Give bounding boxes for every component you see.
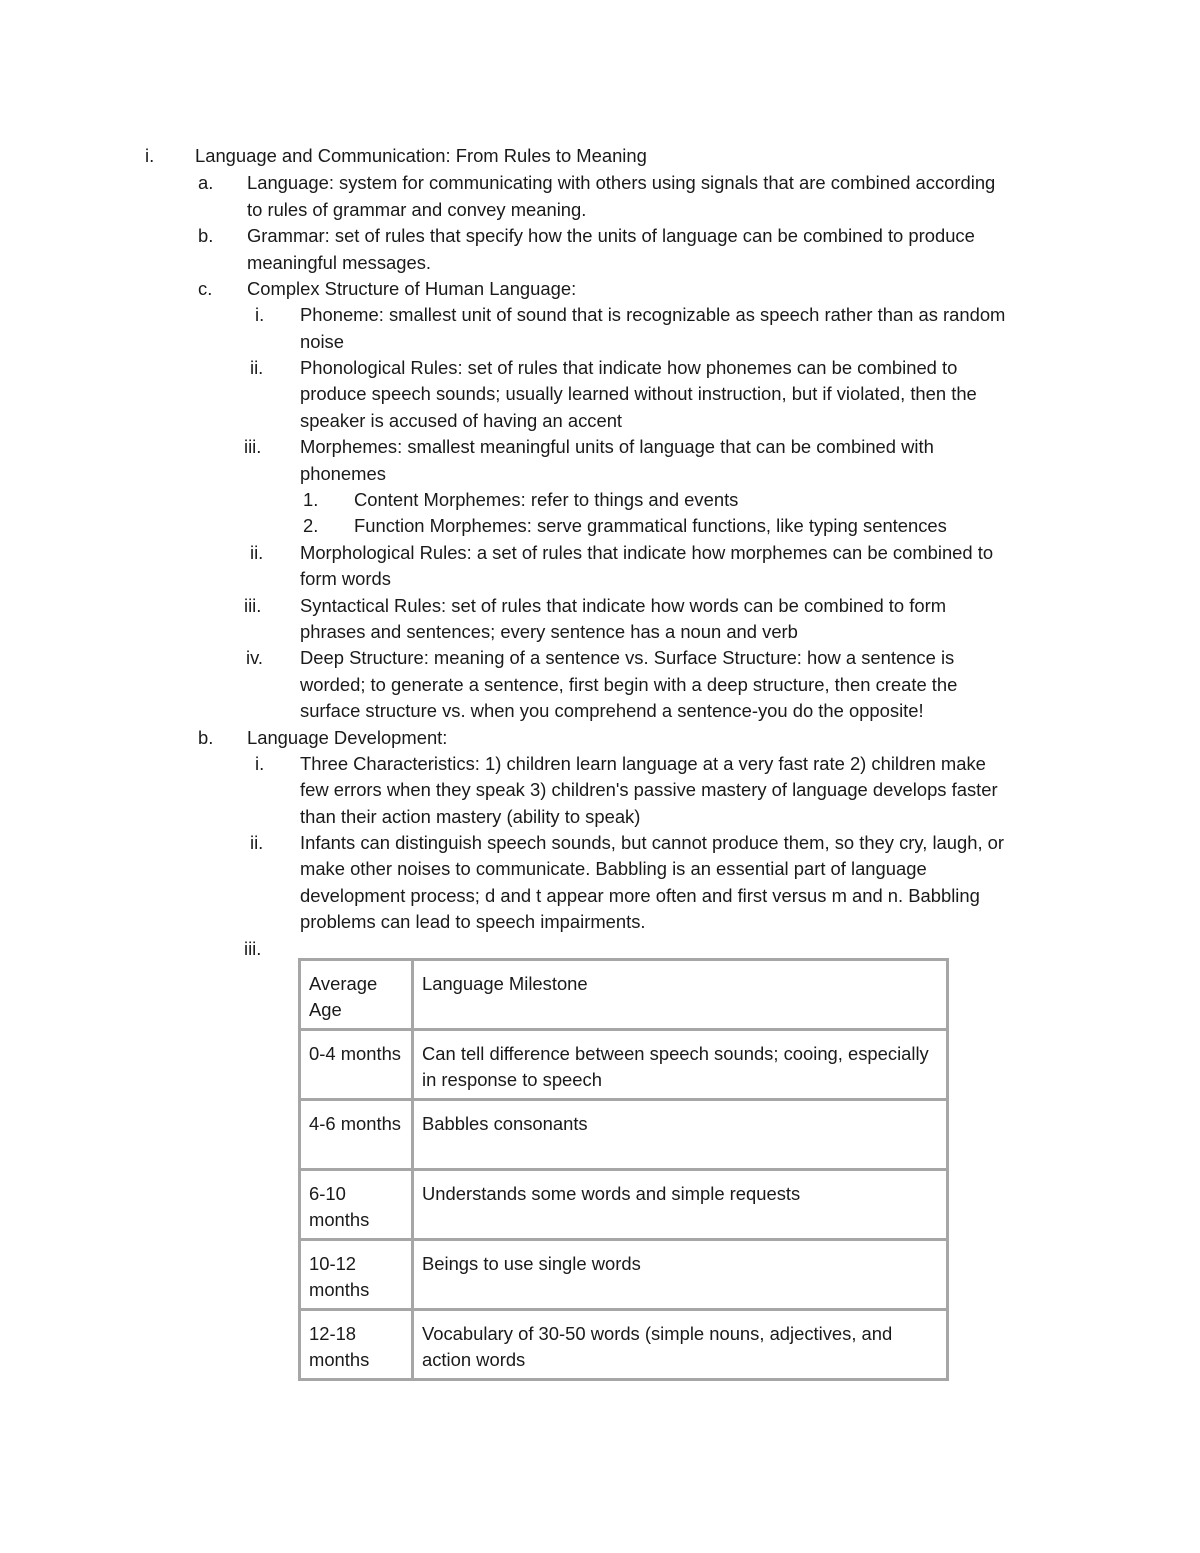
list-marker: iii. [244,938,262,959]
list-item-text: Function Morphemes: serve grammatical functions, like typing sentences [354,515,947,536]
list-marker: iii. [244,436,262,457]
list-item-text: Phonological Rules: set of rules that indicate how phonemes can be combined to [300,357,958,378]
table-cell-age: 10-12 months [300,1240,413,1310]
list-item-text: Phoneme: smallest unit of sound that is recognizable as speech rather than as random [300,304,1006,325]
list-item-text: Syntactical Rules: set of rules that indicate how words can be combined to form [300,595,947,616]
list-item-text: to rules of grammar and convey meaning. [247,199,587,220]
list-item-text: Infants can distinguish speech sounds, but cannot produce them, so they cry, laugh, or [300,832,1005,853]
list-item-text: form words [300,568,391,589]
language-milestones-table [298,958,949,1381]
table-cell-milestone: Babbles consonants [413,1100,948,1170]
list-marker: a. [198,172,214,193]
list-marker: 2. [303,515,319,536]
list-item-text: few errors when they speak 3) children's passive mastery of language develops faster [300,779,998,800]
heading-text: Language and Communication: From Rules to Meaning [195,145,647,166]
list-marker: i. [255,753,265,774]
list-item-text: surface structure vs. when you comprehend a sentence-you do the opposite! [300,700,924,721]
list-item-text: noise [300,331,344,352]
table-row [300,1030,948,1100]
table-cell-age: 4-6 months [300,1100,413,1170]
list-marker: iv. [246,647,264,668]
list-item-text: produce speech sounds; usually learned without instruction, but if violated, then the [300,383,977,404]
table-cell-milestone: Beings to use single words [413,1240,948,1310]
table-cell-milestone: Vocabulary of 30-50 words (simple nouns, adjectives, and action words [413,1310,948,1380]
list-item-text: worded; to generate a sentence, first begin with a deep structure, then create the [300,674,958,695]
table-row [300,1100,948,1170]
table-row [300,1170,948,1240]
list-marker: c. [198,278,213,299]
list-marker: ii. [250,357,264,378]
table-header-cell: Language Milestone [413,960,948,1030]
list-item-text: development process; d and t appear more often and first versus m and n. Babbling [300,885,980,906]
list-item-text: Deep Structure: meaning of a sentence vs. Surface Structure: how a sentence is [300,647,955,668]
list-item-text: phrases and sentences; every sentence has a noun and verb [300,621,798,642]
list-marker: b. [198,727,214,748]
list-item-text: Morphological Rules: a set of rules that indicate how morphemes can be combined to [300,542,994,563]
table-row [300,1240,948,1310]
list-item-text: Complex Structure of Human Language: [247,278,577,299]
table-header-row [300,960,948,1030]
list-item-text: problems can lead to speech impairments. [300,911,646,932]
list-marker: iii. [244,595,262,616]
list-item-text: meaningful messages. [247,252,432,273]
table-cell-milestone: Can tell difference between speech sounds; cooing, especially in response to speech [413,1030,948,1100]
table-cell-age: 0-4 months [300,1030,413,1100]
list-item-text: Three Characteristics: 1) children learn language at a very fast rate 2) children make [300,753,986,774]
list-marker: i. [255,304,265,325]
table-header-cell: Average Age [300,960,413,1030]
table-cell-milestone: Understands some words and simple requests [413,1170,948,1240]
list-item-text: speaker is accused of having an accent [300,410,623,431]
list-item-text: than their action mastery (ability to speak) [300,806,641,827]
list-item-text: Content Morphemes: refer to things and events [354,489,739,510]
list-item-text: phonemes [300,463,386,484]
table-row [300,1310,948,1380]
list-marker: b. [198,225,214,246]
table-cell-age: 6-10 months [300,1170,413,1240]
list-item-text: Morphemes: smallest meaningful units of language that can be combined with [300,436,934,457]
list-item-text: Language Development: [247,727,448,748]
list-marker: 1. [303,489,319,510]
list-marker: i. [145,145,155,166]
list-item-text: make other noises to communicate. Babbling is an essential part of language [300,858,927,879]
table-cell-age: 12-18 months [300,1310,413,1380]
list-item-text: Language: system for communicating with others using signals that are combined according [247,172,996,193]
list-marker: ii. [250,832,264,853]
list-item-text: Grammar: set of rules that specify how the units of language can be combined to produce [247,225,975,246]
list-marker: ii. [250,542,264,563]
